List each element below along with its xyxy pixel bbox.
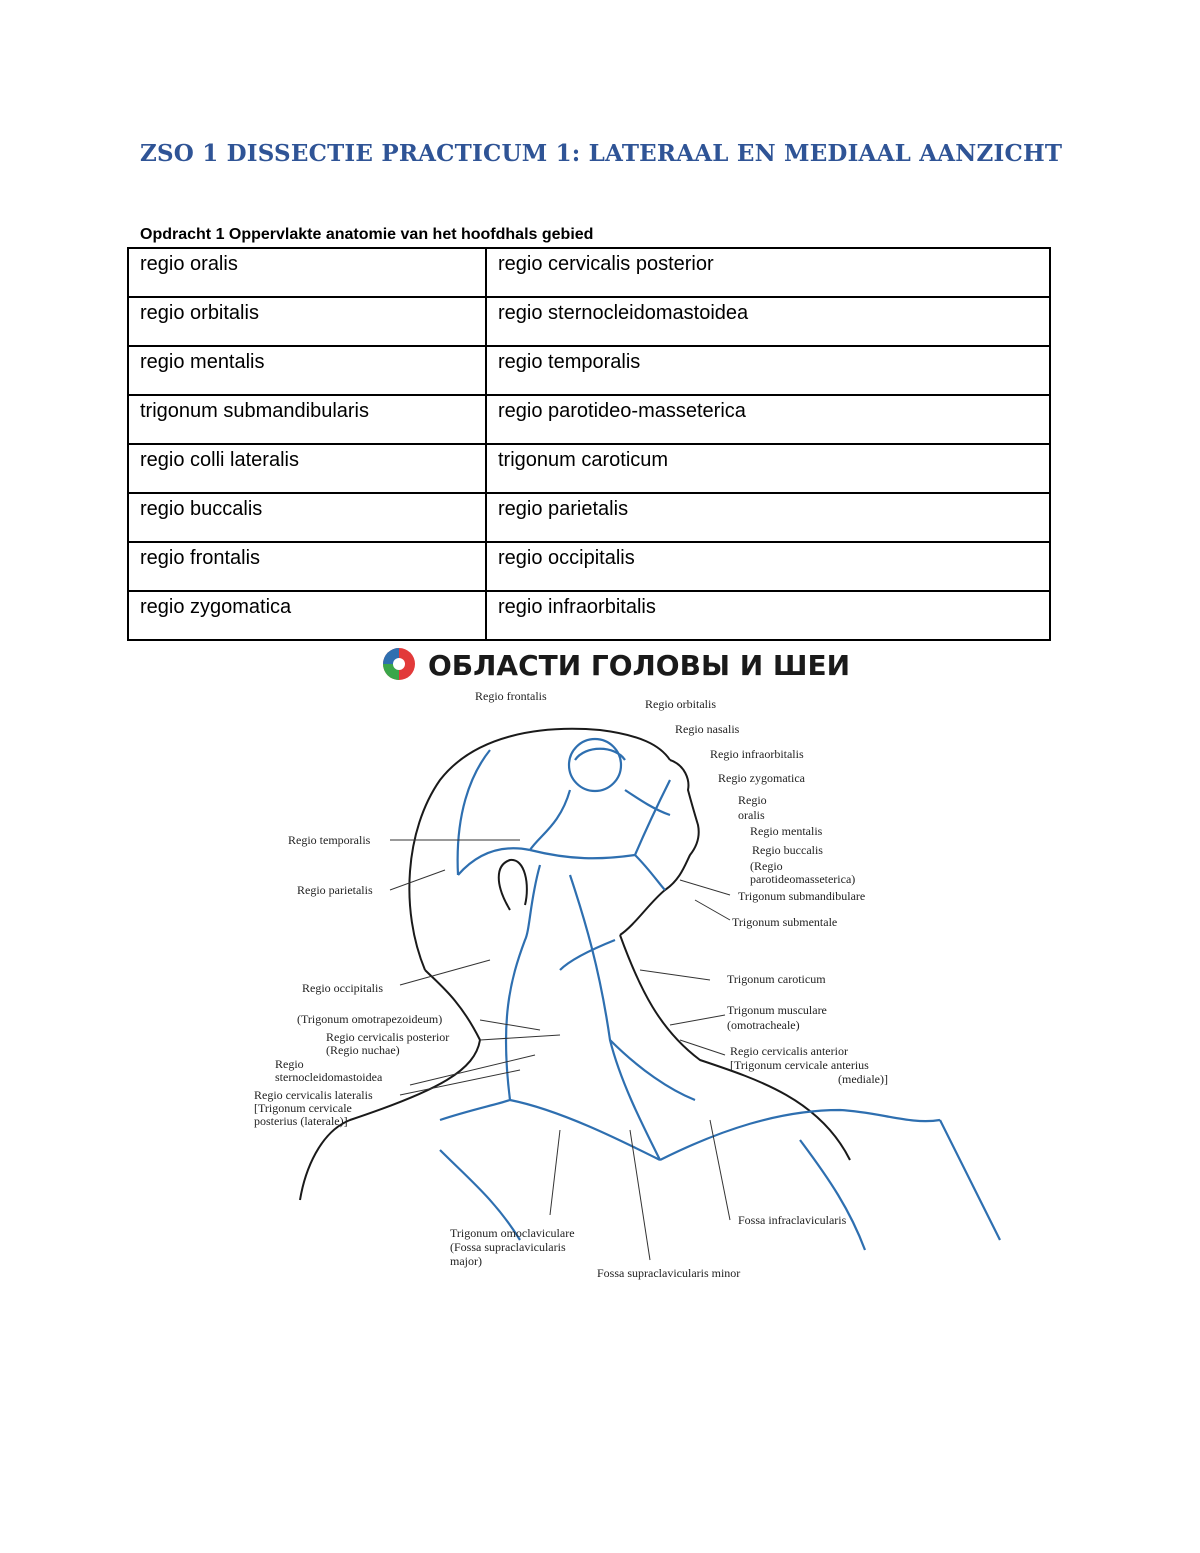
- label-buccalis: Regio buccalis: [752, 843, 823, 857]
- label-submentale: Trigonum submentale: [732, 915, 838, 929]
- label-colli-lateralis-2: [Trigonum cervicale: [254, 1101, 352, 1115]
- label-musculare-2: (omotracheale): [727, 1018, 800, 1032]
- label-sternocleido-2: sternocleidomastoidea: [275, 1070, 383, 1084]
- colored-swirl-logo-icon: [383, 648, 415, 680]
- table-cell: trigonum submandibularis: [128, 395, 486, 444]
- table-cell: regio temporalis: [486, 346, 1050, 395]
- label-omotrapezoideum: (Trigonum omotrapezoideum): [297, 1012, 443, 1026]
- head-neck-diagram: [240, 640, 1020, 1300]
- label-nasalis: Regio nasalis: [675, 722, 740, 736]
- table-cell: trigonum caroticum: [486, 444, 1050, 493]
- table-cell: regio oralis: [128, 248, 486, 297]
- label-caroticum: Trigonum caroticum: [727, 972, 826, 986]
- figure-title: ОБЛАСТИ ГОЛОВЫ И ШЕИ: [428, 649, 851, 682]
- label-cervicalis-anterior-2: [Trigonum cervicale anterius: [730, 1058, 869, 1072]
- head-outline: [300, 729, 850, 1200]
- label-infraorbitalis: Regio infraorbitalis: [710, 747, 804, 761]
- label-parotideo-1: (Regio: [750, 859, 783, 873]
- label-oralis-1: Regio: [738, 793, 767, 807]
- table-row: [128, 395, 1050, 444]
- label-sternocleido-1: Regio: [275, 1057, 304, 1071]
- table-cell: regio mentalis: [128, 346, 486, 395]
- label-cervicalis-posterior-1: Regio cervicalis posterior: [326, 1030, 450, 1044]
- label-parietalis: Regio parietalis: [297, 883, 373, 897]
- label-omoclaviculare-2: (Fossa supraclavicularis: [450, 1240, 566, 1254]
- table-cell: regio colli lateralis: [128, 444, 486, 493]
- leader-lines: [390, 840, 730, 1260]
- label-supraclavicularis-minor: Fossa supraclavicularis minor: [597, 1266, 741, 1280]
- label-musculare-1: Trigonum musculare: [727, 1003, 827, 1017]
- label-colli-lateralis-3: posterius (laterale)]: [254, 1114, 348, 1128]
- region-boundary-lines: [440, 739, 1000, 1250]
- label-frontalis: Regio frontalis: [475, 689, 547, 703]
- label-orbitalis: Regio orbitalis: [645, 697, 716, 711]
- table-row: [128, 248, 1050, 297]
- table-cell: regio buccalis: [128, 493, 486, 542]
- label-omoclaviculare-1: Trigonum omoclaviculare: [450, 1226, 575, 1240]
- regions-table: [127, 247, 1051, 641]
- table-row: [128, 591, 1050, 640]
- table-cell: regio parietalis: [486, 493, 1050, 542]
- table-cell: regio parotideo-masseterica: [486, 395, 1050, 444]
- label-temporalis: Regio temporalis: [288, 833, 371, 847]
- table-cell: regio zygomatica: [128, 591, 486, 640]
- label-omoclaviculare-3: major): [450, 1254, 482, 1268]
- label-parotideo-2: parotideomasseterica): [750, 872, 856, 886]
- label-submandibulare: Trigonum submandibulare: [738, 889, 866, 903]
- table-cell: regio orbitalis: [128, 297, 486, 346]
- table-row: [128, 542, 1050, 591]
- table-row: [128, 297, 1050, 346]
- label-mentalis: Regio mentalis: [750, 824, 823, 838]
- label-infraclavicularis: Fossa infraclavicularis: [738, 1213, 847, 1227]
- head-neck-regions-figure: [240, 640, 1020, 1300]
- label-zygomatica: Regio zygomatica: [718, 771, 805, 785]
- label-colli-lateralis-1: Regio cervicalis lateralis: [254, 1088, 373, 1102]
- label-cervicalis-posterior-2: (Regio nuchae): [326, 1043, 400, 1057]
- page-title: ZSO 1 DISSECTIE PRACTICUM 1: LATERAAL EN MEDIAAL AANZICHT: [140, 140, 1063, 167]
- table-cell: regio occipitalis: [486, 542, 1050, 591]
- label-cervicalis-anterior-3: (mediale)]: [838, 1072, 888, 1086]
- table-cell: regio infraorbitalis: [486, 591, 1050, 640]
- table-cell: regio cervicalis posterior: [486, 248, 1050, 297]
- table-row: [128, 493, 1050, 542]
- anatomy-labels: [254, 689, 888, 1280]
- table-row: [128, 444, 1050, 493]
- label-oralis-2: oralis: [738, 808, 765, 822]
- table-cell: regio frontalis: [128, 542, 486, 591]
- table-row: [128, 346, 1050, 395]
- table-cell: regio sternocleidomastoidea: [486, 297, 1050, 346]
- label-occipitalis: Regio occipitalis: [302, 981, 383, 995]
- label-cervicalis-anterior-1: Regio cervicalis anterior: [730, 1044, 848, 1058]
- assignment-heading: Opdracht 1 Oppervlakte anatomie van het hoofdhals gebied: [140, 226, 594, 243]
